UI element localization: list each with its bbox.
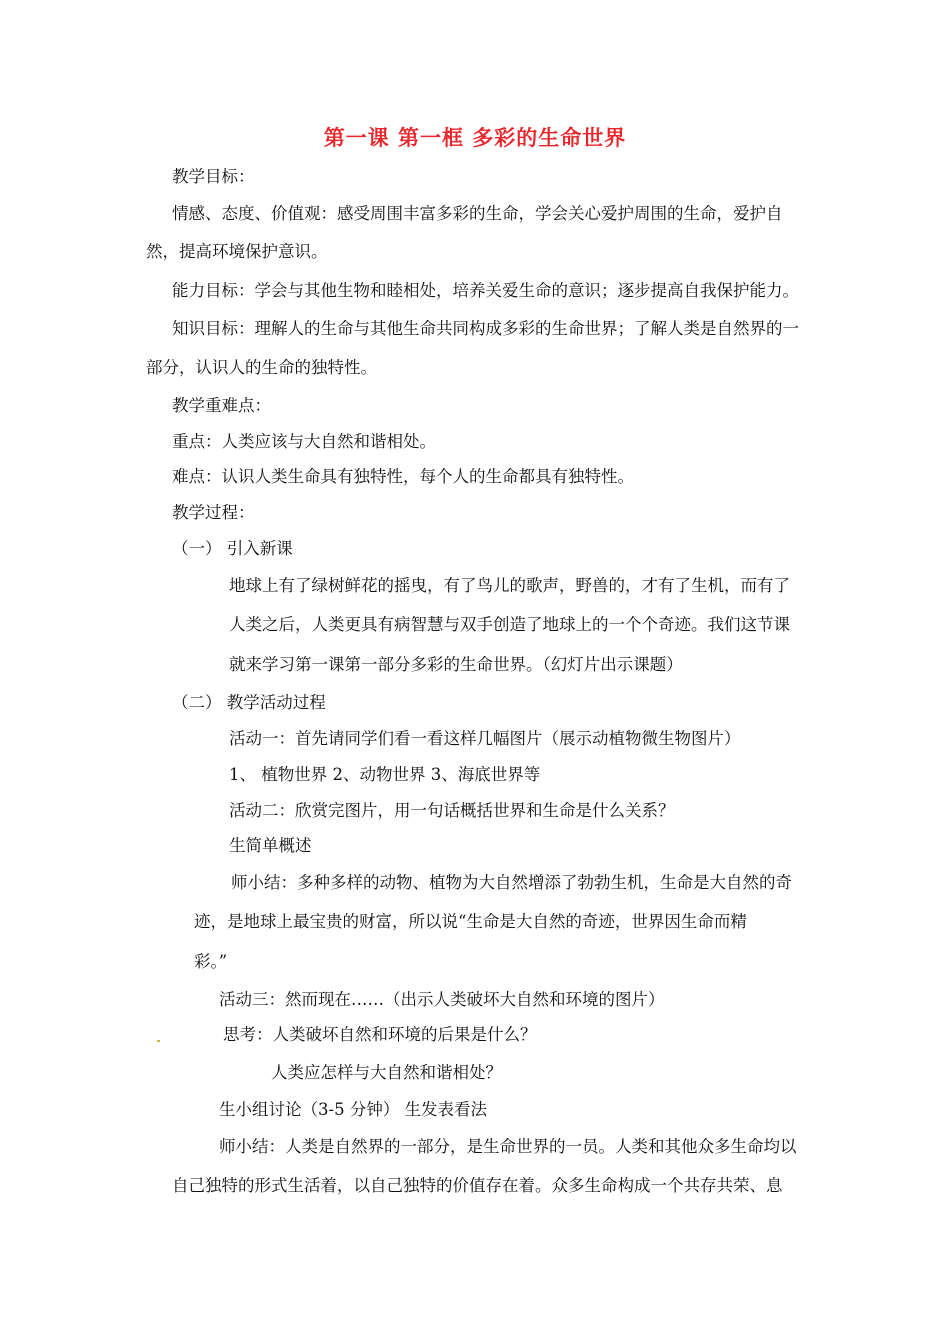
group-discussion-line: 生小组讨论（3-5 分钟） 生发表看法 — [219, 1100, 488, 1119]
ability-objective-line: 能力目标：学会与其他生物和睦相处，培养关爱生命的意识；逐步提高自我保护能力。 — [172, 281, 799, 300]
knowledge-objective-line-1: 知识目标：理解人的生命与其他生命共同构成多彩的生命世界；了解人类是自然界的一 — [172, 319, 799, 338]
activity-three-line: 活动三：然而现在……（出示人类破坏大自然和环境的图片） — [219, 990, 665, 1009]
section-one-heading: （一） 引入新课 — [172, 539, 293, 558]
thinking-question-line: 思考：人类破坏自然和环境的后果是什么？ — [223, 1025, 537, 1044]
emotion-objective-line-2: 然，提高环境保护意识。 — [146, 242, 328, 261]
section-two-heading: （二） 教学活动过程 — [172, 693, 326, 712]
teacher-summary-two-line-1: 师小结：人类是自然界的一部分，是生命世界的一员。人类和其他众多生命均以 — [219, 1137, 797, 1156]
activity-one-list: 1、 植物世界 2、动物世界 3、海底世界等 — [229, 765, 541, 784]
teacher-summary-two-line-2: 自己独特的形式生活着，以自己独特的价值存在着。众多生命构成一个共存共荣、息 — [172, 1176, 783, 1195]
difficult-point-line: 难点：认识人类生命具有独特性，每个人的生命都具有独特性。 — [172, 467, 634, 486]
harmony-question-line: 人类应怎样与大自然和谐相处？ — [271, 1063, 502, 1082]
stray-mark — [157, 1040, 160, 1042]
intro-paragraph-line-3: 就来学习第一课第一部分多彩的生命世界。（幻灯片出示课题） — [229, 655, 683, 674]
emotion-objective-line-1: 情感、态度、价值观：感受周围丰富多彩的生命，学会关心爱护周围的生命，爱护自 — [172, 204, 783, 223]
teaching-process-heading: 教学过程： — [172, 503, 255, 522]
activity-two-line: 活动二：欣赏完图片，用一句话概括世界和生命是什么关系？ — [229, 801, 675, 820]
lesson-title: 第一课 第一框 多彩的生命世界 — [323, 126, 627, 150]
student-summary-line: 生简单概述 — [229, 836, 312, 855]
key-point-line: 重点：人类应该与大自然和谐相处。 — [172, 432, 436, 451]
teacher-summary-one-line-3: 彩。” — [194, 952, 228, 971]
key-difficult-points-heading: 教学重难点： — [172, 396, 271, 415]
knowledge-objective-line-2: 部分，认识人的生命的独特性。 — [146, 358, 377, 377]
teaching-objectives-heading: 教学目标： — [172, 167, 255, 186]
activity-one-line: 活动一：首先请同学们看一看这样几幅图片（展示动植物微生物图片） — [229, 729, 741, 748]
teacher-summary-one-line-1: 师小结：多种多样的动物、植物为大自然增添了勃勃生机，生命是大自然的奇 — [231, 873, 792, 892]
intro-paragraph-line-1: 地球上有了绿树鲜花的摇曳，有了鸟儿的歌声，野兽的，才有了生机，而有了 — [229, 576, 790, 595]
intro-paragraph-line-2: 人类之后，人类更具有病智慧与双手创造了地球上的一个个奇迹。我们这节课 — [229, 615, 790, 634]
teacher-summary-one-line-2: 迹，是地球上最宝贵的财富，所以说“生命是大自然的奇迹，世界因生命而精 — [194, 912, 747, 931]
